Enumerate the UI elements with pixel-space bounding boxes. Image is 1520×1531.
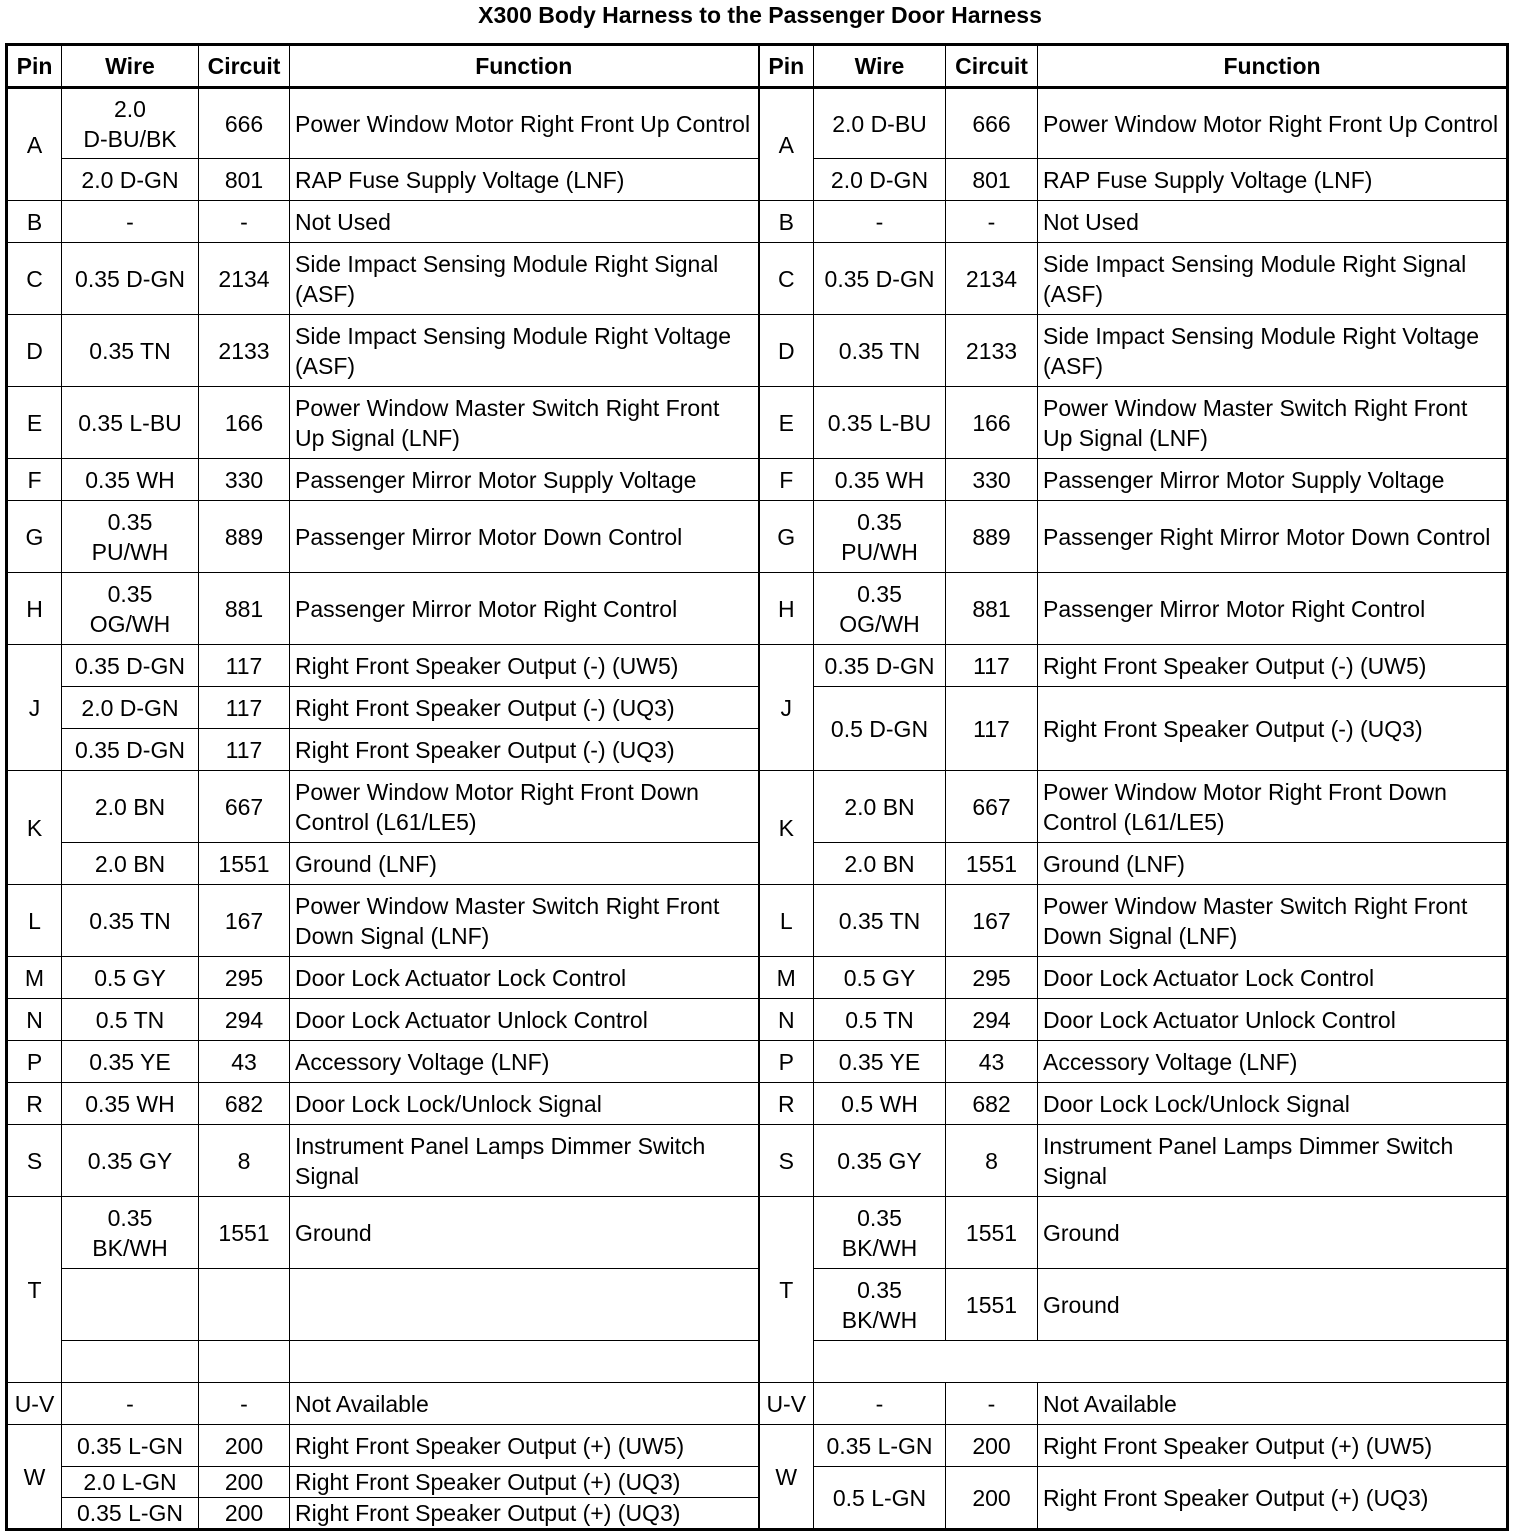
circuit-cell: - <box>199 1383 290 1425</box>
wire-cell: 0.35 D-GN <box>814 243 946 315</box>
table-row <box>7 201 1508 243</box>
pin-cell: L <box>7 885 62 957</box>
function-cell: Side Impact Sensing Module Right Signal (ASF) <box>1038 243 1508 315</box>
circuit-cell: 801 <box>199 159 290 201</box>
function-cell: Side Impact Sensing Module Right Voltage (ASF) <box>290 315 759 387</box>
table-row <box>7 999 1508 1041</box>
pin-cell: A <box>759 88 814 201</box>
circuit-cell: 330 <box>946 459 1038 501</box>
function-cell <box>290 1269 759 1341</box>
pin-cell: R <box>7 1083 62 1125</box>
pin-cell: G <box>759 501 814 573</box>
header-function: Function <box>1038 45 1508 88</box>
function-cell: Power Window Motor Right Front Up Control <box>290 88 759 159</box>
circuit-cell: 1551 <box>199 1197 290 1269</box>
circuit-cell: 682 <box>199 1083 290 1125</box>
wire-cell: 0.35 TN <box>814 315 946 387</box>
table-row <box>7 771 1508 843</box>
pin-cell: A <box>7 88 62 201</box>
pin-cell: B <box>7 201 62 243</box>
circuit-cell: 295 <box>946 957 1038 999</box>
function-cell: Door Lock Actuator Unlock Control <box>290 999 759 1041</box>
wire-cell: 0.35 D-GN <box>62 243 199 315</box>
pin-cell: W <box>7 1425 62 1530</box>
circuit-cell: 166 <box>946 387 1038 459</box>
function-cell: Power Window Master Switch Right Front Up Signal (LNF) <box>1038 387 1508 459</box>
pin-cell: M <box>759 957 814 999</box>
function-cell: Ground <box>1038 1197 1508 1269</box>
circuit-cell: 8 <box>199 1125 290 1197</box>
wire-cell: 0.35 GY <box>62 1125 199 1197</box>
function-cell: Instrument Panel Lamps Dimmer Switch Signal <box>1038 1125 1508 1197</box>
function-cell: Ground <box>290 1197 759 1269</box>
pin-cell: P <box>7 1041 62 1083</box>
pin-cell: J <box>759 645 814 771</box>
pin-cell: K <box>759 771 814 885</box>
function-cell: Door Lock Actuator Lock Control <box>1038 957 1508 999</box>
function-cell: Not Available <box>290 1383 759 1425</box>
header-circuit: Circuit <box>199 45 290 88</box>
circuit-cell: 889 <box>199 501 290 573</box>
wire-cell <box>62 1341 199 1383</box>
wire-cell: 0.5 WH <box>814 1083 946 1125</box>
function-cell: Side Impact Sensing Module Right Signal (ASF) <box>290 243 759 315</box>
function-cell: Ground (LNF) <box>1038 843 1508 885</box>
function-cell: Passenger Mirror Motor Right Control <box>1038 573 1508 645</box>
circuit-cell: 2133 <box>199 315 290 387</box>
function-cell: Power Window Motor Right Front Down Control (L61/LE5) <box>290 771 759 843</box>
circuit-cell: 1551 <box>946 843 1038 885</box>
wire-cell: 0.5 D-GN <box>814 687 946 771</box>
function-cell: Passenger Mirror Motor Right Control <box>290 573 759 645</box>
circuit-cell <box>199 1269 290 1341</box>
wire-cell: 0.35 YE <box>62 1041 199 1083</box>
wire-cell: 0.35 TN <box>814 885 946 957</box>
wire-cell: 0.35 L-GN <box>62 1498 199 1530</box>
function-cell: Door Lock Lock/Unlock Signal <box>290 1083 759 1125</box>
table-row <box>7 1125 1508 1197</box>
wire-cell: 0.35 PU/WH <box>814 501 946 573</box>
function-cell: Door Lock Lock/Unlock Signal <box>1038 1083 1508 1125</box>
circuit-cell: 2134 <box>199 243 290 315</box>
circuit-cell: 200 <box>199 1425 290 1467</box>
table-row <box>7 243 1508 315</box>
wire-cell <box>62 1269 199 1341</box>
circuit-cell: - <box>199 201 290 243</box>
wire-cell: - <box>62 1383 199 1425</box>
function-cell: Not Used <box>290 201 759 243</box>
wire-cell: 0.35 L-BU <box>62 387 199 459</box>
pin-cell: T <box>7 1197 62 1383</box>
circuit-cell <box>199 1341 290 1383</box>
function-cell: Not Available <box>1038 1383 1508 1425</box>
wire-cell: 0.35 TN <box>62 315 199 387</box>
table-row <box>7 315 1508 387</box>
table-row <box>7 1467 1508 1498</box>
circuit-cell: - <box>946 201 1038 243</box>
function-cell: Passenger Mirror Motor Supply Voltage <box>290 459 759 501</box>
table-row <box>7 459 1508 501</box>
function-cell: Power Window Motor Right Front Down Control (L61/LE5) <box>1038 771 1508 843</box>
pin-cell: U-V <box>7 1383 62 1425</box>
pin-cell: K <box>7 771 62 885</box>
pin-cell: F <box>7 459 62 501</box>
circuit-cell: 117 <box>199 687 290 729</box>
wire-cell: 2.0 BN <box>814 771 946 843</box>
table-row <box>7 1041 1508 1083</box>
circuit-cell: 667 <box>946 771 1038 843</box>
function-cell: Power Window Master Switch Right Front Up Signal (LNF) <box>290 387 759 459</box>
circuit-cell: 1551 <box>199 843 290 885</box>
pin-cell: F <box>759 459 814 501</box>
table-row <box>7 843 1508 885</box>
wire-cell: 2.0 D-GN <box>62 159 199 201</box>
header-wire: Wire <box>814 45 946 88</box>
table-row <box>7 159 1508 201</box>
function-cell: Right Front Speaker Output (+) (UQ3) <box>1038 1467 1508 1530</box>
table-row <box>7 1269 1508 1341</box>
circuit-cell: 667 <box>199 771 290 843</box>
wire-cell: 0.35 BK/WH <box>814 1269 946 1341</box>
pin-cell: B <box>759 201 814 243</box>
circuit-cell: 167 <box>199 885 290 957</box>
pin-cell: N <box>759 999 814 1041</box>
function-cell: Passenger Mirror Motor Down Control <box>290 501 759 573</box>
function-cell: Not Used <box>1038 201 1508 243</box>
function-cell: Passenger Mirror Motor Supply Voltage <box>1038 459 1508 501</box>
wire-cell: 0.35 WH <box>814 459 946 501</box>
circuit-cell: 294 <box>199 999 290 1041</box>
wire-cell: 0.5 GY <box>62 957 199 999</box>
table-row <box>7 1197 1508 1269</box>
wire-cell: 2.0 D-BU <box>814 88 946 159</box>
wire-cell: - <box>814 201 946 243</box>
pin-cell: P <box>759 1041 814 1083</box>
wire-cell: 0.35 WH <box>62 459 199 501</box>
wire-cell: 0.35 GY <box>814 1125 946 1197</box>
circuit-cell: 200 <box>946 1467 1038 1530</box>
pin-cell: M <box>7 957 62 999</box>
wire-cell: 0.35 TN <box>62 885 199 957</box>
pin-cell: S <box>759 1125 814 1197</box>
pin-cell: J <box>7 645 62 771</box>
circuit-cell: 666 <box>946 88 1038 159</box>
pin-cell: D <box>759 315 814 387</box>
circuit-cell: 43 <box>946 1041 1038 1083</box>
header-wire: Wire <box>62 45 199 88</box>
circuit-cell: 200 <box>199 1467 290 1498</box>
function-cell: Accessory Voltage (LNF) <box>290 1041 759 1083</box>
wire-cell: 0.35 BK/WH <box>62 1197 199 1269</box>
circuit-cell: 682 <box>946 1083 1038 1125</box>
circuit-cell: 166 <box>199 387 290 459</box>
wire-cell: 0.35 OG/WH <box>62 573 199 645</box>
wire-cell: 0.35 PU/WH <box>62 501 199 573</box>
wire-cell: 2.0 D-BU/BK <box>62 88 199 159</box>
table-row <box>7 687 1508 729</box>
function-cell <box>290 1341 759 1383</box>
table-row <box>7 1083 1508 1125</box>
function-cell: Right Front Speaker Output (-) (UW5) <box>1038 645 1508 687</box>
table-row <box>7 387 1508 459</box>
function-cell: Right Front Speaker Output (+) (UW5) <box>290 1425 759 1467</box>
pin-cell: C <box>7 243 62 315</box>
header-pin: Pin <box>7 45 62 88</box>
wire-cell: 0.35 L-GN <box>62 1425 199 1467</box>
circuit-cell: 117 <box>946 687 1038 771</box>
table-row <box>7 885 1508 957</box>
circuit-cell: 167 <box>946 885 1038 957</box>
function-cell: Door Lock Actuator Unlock Control <box>1038 999 1508 1041</box>
circuit-cell: 2134 <box>946 243 1038 315</box>
circuit-cell: 294 <box>946 999 1038 1041</box>
function-cell: Right Front Speaker Output (+) (UQ3) <box>290 1498 759 1530</box>
wire-cell: 0.5 L-GN <box>814 1467 946 1530</box>
wire-cell: 2.0 D-GN <box>62 687 199 729</box>
pin-cell: E <box>759 387 814 459</box>
function-cell: Right Front Speaker Output (-) (UQ3) <box>290 729 759 771</box>
function-cell: RAP Fuse Supply Voltage (LNF) <box>290 159 759 201</box>
header-row <box>7 45 1508 88</box>
table-title: X300 Body Harness to the Passenger Door Harness <box>478 2 1042 28</box>
circuit-cell: 117 <box>199 645 290 687</box>
wire-cell: 0.35 WH <box>62 1083 199 1125</box>
function-cell: Right Front Speaker Output (-) (UQ3) <box>290 687 759 729</box>
circuit-cell: 801 <box>946 159 1038 201</box>
function-cell: Door Lock Actuator Lock Control <box>290 957 759 999</box>
function-cell: Power Window Master Switch Right Front Down Signal (LNF) <box>290 885 759 957</box>
function-cell: Passenger Right Mirror Motor Down Control <box>1038 501 1508 573</box>
wire-cell: 2.0 BN <box>62 843 199 885</box>
circuit-cell: 1551 <box>946 1269 1038 1341</box>
wire-cell: 0.35 D-GN <box>62 729 199 771</box>
circuit-cell: 8 <box>946 1125 1038 1197</box>
table-row <box>7 1341 1508 1383</box>
wire-cell: - <box>814 1383 946 1425</box>
circuit-cell: 881 <box>199 573 290 645</box>
table-row <box>7 645 1508 687</box>
pin-cell: U-V <box>759 1383 814 1425</box>
wire-cell: 0.35 D-GN <box>814 645 946 687</box>
circuit-cell: 117 <box>199 729 290 771</box>
header-circuit: Circuit <box>946 45 1038 88</box>
table-row <box>7 1383 1508 1425</box>
function-cell: Accessory Voltage (LNF) <box>1038 1041 1508 1083</box>
wire-cell: 2.0 L-GN <box>62 1467 199 1498</box>
pin-cell: S <box>7 1125 62 1197</box>
circuit-cell: - <box>946 1383 1038 1425</box>
circuit-cell: 1551 <box>946 1197 1038 1269</box>
wire-cell: 0.5 TN <box>814 999 946 1041</box>
wire-cell: 0.5 GY <box>814 957 946 999</box>
table-row <box>7 501 1508 573</box>
circuit-cell: 43 <box>199 1041 290 1083</box>
pin-cell: R <box>759 1083 814 1125</box>
circuit-cell: 330 <box>199 459 290 501</box>
circuit-cell: 295 <box>199 957 290 999</box>
table-row <box>7 88 1508 159</box>
pin-cell: W <box>759 1425 814 1530</box>
circuit-cell: 889 <box>946 501 1038 573</box>
function-cell: Instrument Panel Lamps Dimmer Switch Signal <box>290 1125 759 1197</box>
wire-cell: 0.35 BK/WH <box>814 1197 946 1269</box>
connector-pinout-table <box>5 43 1509 1531</box>
circuit-cell: 200 <box>946 1425 1038 1467</box>
pin-cell: L <box>759 885 814 957</box>
wire-cell: 2.0 D-GN <box>814 159 946 201</box>
function-cell: Ground <box>1038 1269 1508 1341</box>
function-cell: RAP Fuse Supply Voltage (LNF) <box>1038 159 1508 201</box>
wire-cell: 2.0 BN <box>814 843 946 885</box>
wire-cell: 0.5 TN <box>62 999 199 1041</box>
header-pin: Pin <box>759 45 814 88</box>
pin-cell: G <box>7 501 62 573</box>
table-row <box>7 957 1508 999</box>
wire-cell: 0.35 L-BU <box>814 387 946 459</box>
function-cell: Right Front Speaker Output (-) (UW5) <box>290 645 759 687</box>
wire-cell: 0.35 L-GN <box>814 1425 946 1467</box>
function-cell: Power Window Motor Right Front Up Control <box>1038 88 1508 159</box>
function-cell: Side Impact Sensing Module Right Voltage (ASF) <box>1038 315 1508 387</box>
pin-cell: D <box>7 315 62 387</box>
circuit-cell: 881 <box>946 573 1038 645</box>
pin-cell: N <box>7 999 62 1041</box>
table-row <box>7 1425 1508 1467</box>
wire-cell: 0.35 D-GN <box>62 645 199 687</box>
circuit-cell: 200 <box>199 1498 290 1530</box>
wire-cell: - <box>62 201 199 243</box>
table-row <box>7 573 1508 645</box>
pin-cell: E <box>7 387 62 459</box>
pin-cell: C <box>759 243 814 315</box>
function-cell: Power Window Master Switch Right Front Down Signal (LNF) <box>1038 885 1508 957</box>
function-cell: Right Front Speaker Output (+) (UQ3) <box>290 1467 759 1498</box>
function-cell: Right Front Speaker Output (+) (UW5) <box>1038 1425 1508 1467</box>
header-function: Function <box>290 45 759 88</box>
pin-cell: H <box>759 573 814 645</box>
function-cell: Ground (LNF) <box>290 843 759 885</box>
pin-cell: T <box>759 1197 814 1383</box>
wire-cell: 2.0 BN <box>62 771 199 843</box>
circuit-cell: 2133 <box>946 315 1038 387</box>
circuit-cell: 117 <box>946 645 1038 687</box>
table-body <box>7 88 1508 1530</box>
pin-cell: H <box>7 573 62 645</box>
circuit-cell: 666 <box>199 88 290 159</box>
wire-cell: 0.35 OG/WH <box>814 573 946 645</box>
wire-cell: 0.35 YE <box>814 1041 946 1083</box>
function-cell: Right Front Speaker Output (-) (UQ3) <box>1038 687 1508 771</box>
